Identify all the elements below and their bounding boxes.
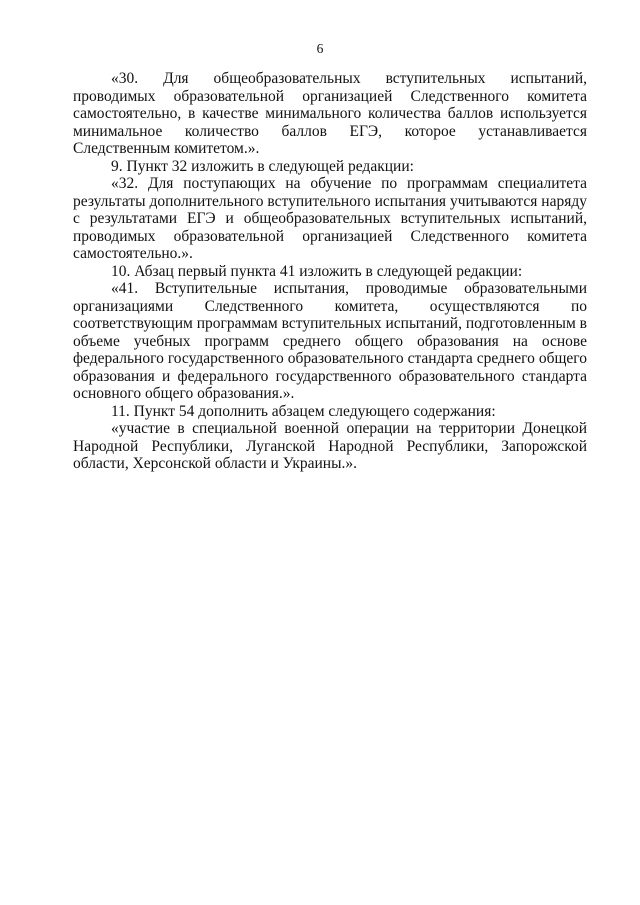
paragraph-amendment-9: 9. Пункт 32 изложить в следующей редакции: [111, 157, 414, 175]
paragraph-amendment-11: 11. Пункт 54 дополнить абзацем следующего содержания: [111, 402, 496, 420]
paragraph-item-32-text: «32. Для поступающих на обучение по программам специалитета результаты дополнительного вступительного испытания учитываются наряду с результатами ЕГЭ и общеобразовательных вступительных испытаний, проводимых образовательной организацией Следственного комитета самостоятельно.». [73, 175, 587, 262]
paragraph-item-54-addition: «участие в специальной военной операции на территории Донецкой Народной Республики, Луганской Народной Республики, Запорожской области, Херсонской области и Украины.». [73, 420, 587, 472]
page-number: 6 [316, 41, 324, 56]
paragraph-amendment-10: 10. Абзац первый пункта 41 изложить в следующей редакции: [111, 262, 523, 280]
document-body [73, 70, 587, 473]
paragraph-item-30-text: «30. Для общеобразовательных вступительных испытаний, проводимых образовательной организацией Следственного комитета самостоятельно, в качестве минимального количества баллов используется минимальное количество баллов ЕГЭ, которое устанавливается Следственным комитетом.». [73, 70, 587, 157]
paragraph-item-41-text: «41. Вступительные испытания, проводимые образовательными организациями Следственного комитета, осуществляются по соответствующим программам вступительных испытаний, подготовленным в объеме учебных программ среднего общего образования на основе федерального государственного образовательного стандарта среднего общего образования и федерального государственного образовательного стандарта основного общего образования.». [73, 280, 587, 402]
